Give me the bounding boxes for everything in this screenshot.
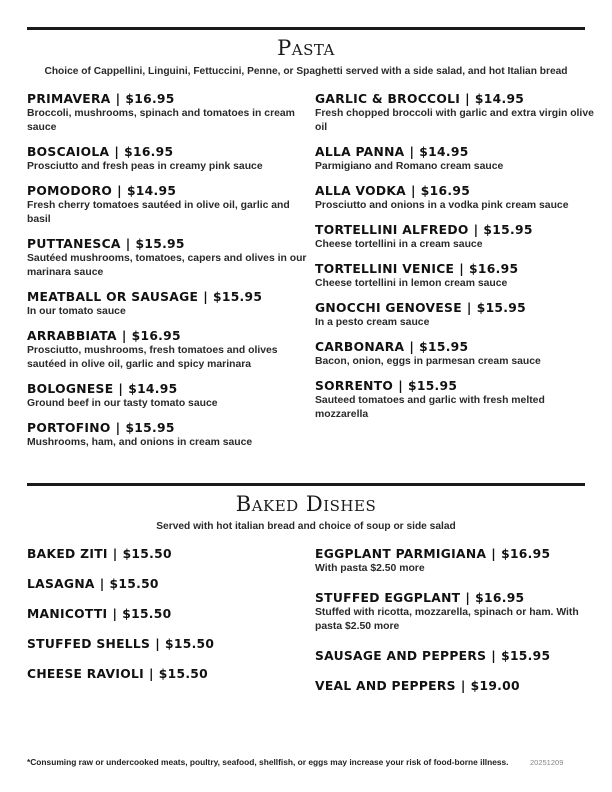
menu-item-name: POMODORO (27, 184, 113, 198)
menu-item-price: $15.95 (419, 340, 469, 354)
menu-item (27, 666, 309, 682)
menu-item (27, 381, 309, 411)
separator: | (99, 577, 105, 591)
menu-item (315, 144, 597, 174)
separator: | (459, 262, 465, 276)
separator: | (115, 92, 121, 106)
menu-item (315, 183, 597, 213)
separator: | (118, 382, 124, 396)
menu-item (27, 606, 309, 622)
menu-item-heading (315, 222, 597, 238)
menu-item-heading (315, 261, 597, 277)
menu-item (27, 328, 309, 372)
menu-item-price: $19.00 (470, 679, 520, 693)
menu-item-heading (315, 678, 597, 694)
menu-item-name: ARRABBIATA (27, 329, 117, 343)
menu-item-price: $15.50 (122, 607, 172, 621)
menu-item-name: ALLA PANNA (315, 145, 405, 159)
menu-item-description: Prosciutto, mushrooms, fresh tomatoes and olives sautéed in olive oil, garlic and spicy marinara (27, 345, 278, 370)
menu-item-heading (27, 546, 309, 562)
menu-item (27, 236, 309, 280)
menu-item-description: With pasta $2.50 more (315, 563, 425, 574)
menu-item-name: PUTTANESCA (27, 237, 121, 251)
menu-item-price: $16.95 (131, 329, 181, 343)
baked-rule (27, 483, 585, 486)
menu-item-name: GARLIC & BROCCOLI (315, 92, 461, 106)
menu-item-heading (315, 339, 597, 355)
menu-item-name: BOSCAIOLA (27, 145, 110, 159)
menu-item-heading (27, 420, 309, 436)
menu-item-price: $15.50 (158, 667, 209, 681)
menu-item-price: $16.95 (420, 184, 471, 198)
menu-item-description: Prosciutto and fresh peas in creamy pink sauce (27, 161, 263, 172)
menu-item-price: $16.95 (475, 591, 525, 605)
top-rule (27, 27, 585, 30)
menu-item-description: Cheese tortellini in lemon cream sauce (315, 278, 508, 289)
menu-item (27, 636, 309, 652)
menu-item-name: CHEESE RAVIOLI (27, 667, 144, 681)
menu-item-name: ALLA VODKA (315, 184, 406, 198)
menu-item-description: Broccoli, mushrooms, spinach and tomatoes in cream sauce (27, 108, 295, 133)
menu-item-name: STUFFED EGGPLANT (315, 591, 461, 605)
menu-item-heading (27, 236, 309, 252)
menu-item-price: $15.50 (122, 547, 172, 561)
menu-item-price: $14.95 (419, 145, 469, 159)
separator: | (115, 421, 121, 435)
baked-left-column (27, 546, 309, 696)
separator: | (121, 329, 127, 343)
menu-item-price: $14.95 (474, 92, 525, 106)
menu-item (27, 576, 309, 592)
separator: | (465, 92, 470, 106)
menu-version-code: 20251209 (530, 758, 564, 767)
menu-item-heading (315, 648, 597, 664)
menu-item (27, 289, 309, 319)
menu-item-price: $15.95 (407, 379, 458, 393)
separator: | (203, 290, 208, 304)
menu-item-price: $15.50 (165, 637, 215, 651)
menu-item-price: $15.50 (109, 577, 159, 591)
menu-item-price: $15.95 (125, 421, 175, 435)
menu-item-price: $16.95 (469, 262, 519, 276)
menu-item-description: Sauteed tomatoes and garlic with fresh melted mozzarella (315, 395, 545, 420)
menu-item-name: TORTELLINI VENICE (315, 262, 455, 276)
menu-item-description: Cheese tortellini in a cream sauce (315, 239, 483, 250)
menu-item-name: BOLOGNESE (27, 382, 114, 396)
baked-title: Baked Dishes (235, 492, 377, 516)
menu-item (27, 420, 309, 450)
separator: | (473, 223, 479, 237)
menu-item (315, 300, 597, 330)
menu-item (27, 144, 309, 174)
menu-item-name: PORTOFINO (27, 421, 111, 435)
separator: | (148, 667, 154, 681)
menu-item-heading (315, 300, 597, 316)
separator: | (491, 547, 497, 561)
menu-item (315, 91, 597, 135)
menu-item-name: TORTELLINI ALFREDO (315, 223, 469, 237)
menu-item (27, 91, 309, 135)
separator: | (491, 649, 497, 663)
menu-item (315, 678, 597, 694)
menu-item-heading (27, 183, 309, 199)
menu-item-description: Prosciutto and onions in a vodka pink cream sauce (315, 200, 569, 211)
separator: | (409, 145, 415, 159)
menu-item-heading (27, 606, 309, 622)
menu-item-description: Bacon, onion, eggs in parmesan cream sauce (315, 356, 541, 367)
menu-item-heading (27, 144, 309, 160)
menu-item-heading (315, 91, 597, 107)
pasta-right-column (315, 91, 597, 431)
menu-item-heading (27, 289, 309, 305)
separator: | (398, 379, 403, 393)
menu-item-name: PRIMAVERA (27, 92, 111, 106)
menu-item-description: Fresh chopped broccoli with garlic and extra virgin olive oil (315, 108, 594, 133)
menu-item-price: $16.95 (124, 145, 174, 159)
menu-item-description: Sautéed mushrooms, tomatoes, capers and olives in our marinara sauce (27, 253, 307, 278)
menu-item-price: $15.95 (135, 237, 185, 251)
menu-item-name: GNOCCHI GENOVESE (315, 301, 462, 315)
menu-item (27, 546, 309, 562)
pasta-title: Pasta (277, 36, 335, 60)
menu-item-description: Fresh cherry tomatoes sautéed in olive oil, garlic and basil (27, 200, 290, 225)
menu-item-name: LASAGNA (27, 577, 95, 591)
separator: | (466, 301, 472, 315)
menu-item-price: $14.95 (126, 184, 177, 198)
menu-item-name: MANICOTTI (27, 607, 108, 621)
menu-item-name: BAKED ZITI (27, 547, 108, 561)
menu-item-name: CARBONARA (315, 340, 405, 354)
menu-item-name: VEAL AND PEPPERS (315, 679, 456, 693)
menu-item-description: In our tomato sauce (27, 306, 126, 317)
separator: | (112, 607, 118, 621)
menu-item (315, 339, 597, 369)
menu-item-heading (27, 91, 309, 107)
baked-right-column (315, 546, 597, 708)
menu-item-heading (27, 381, 309, 397)
menu-item-price: $16.95 (501, 547, 551, 561)
separator: | (125, 237, 131, 251)
separator: | (465, 591, 471, 605)
menu-item (315, 648, 597, 664)
menu-item-description: Ground beef in our tasty tomato sauce (27, 398, 218, 409)
menu-item-description: Parmigiano and Romano cream sauce (315, 161, 504, 172)
menu-item-heading (315, 546, 597, 562)
menu-item-price: $14.95 (128, 382, 178, 396)
separator: | (411, 184, 416, 198)
menu-item-name: STUFFED SHELLS (27, 637, 151, 651)
menu-item-price: $15.95 (476, 301, 526, 315)
menu-item-description: Mushrooms, ham, and onions in cream sauce (27, 437, 253, 448)
menu-item-heading (27, 328, 309, 344)
menu-item-description: Stuffed with ricotta, mozzarella, spinach or ham. With pasta $2.50 more (315, 607, 579, 632)
separator: | (117, 184, 122, 198)
menu-item (315, 378, 597, 422)
separator: | (155, 637, 160, 651)
menu-item-heading (27, 666, 309, 682)
separator: | (114, 145, 120, 159)
menu-item-price: $15.95 (212, 290, 263, 304)
menu-item-description: In a pesto cream sauce (315, 317, 430, 328)
menu-item-name: EGGPLANT PARMIGIANA (315, 547, 487, 561)
menu-item-name: SAUSAGE AND PEPPERS (315, 649, 487, 663)
menu-item-heading (315, 144, 597, 160)
menu-item-heading (27, 636, 309, 652)
menu-item-heading (27, 576, 309, 592)
menu-item (315, 261, 597, 291)
menu-item (315, 222, 597, 252)
baked-subtitle: Served with hot italian bread and choice of soup or side salad (156, 521, 456, 532)
menu-item-name: MEATBALL OR SAUSAGE (27, 290, 199, 304)
pasta-subtitle: Choice of Cappellini, Linguini, Fettuccini, Penne, or Spaghetti served with a side salad, and hot Italian bread (44, 66, 568, 77)
menu-item-price: $16.95 (125, 92, 175, 106)
separator: | (112, 547, 118, 561)
food-safety-disclaimer: *Consuming raw or undercooked meats, poultry, seafood, shellfish, or eggs may increase your risk of food-borne illness. (27, 757, 509, 767)
menu-item (27, 183, 309, 227)
menu-item-price: $15.95 (483, 223, 533, 237)
menu-item-heading (315, 183, 597, 199)
menu-item (315, 546, 597, 576)
pasta-left-column (27, 91, 309, 459)
menu-item-price: $15.95 (501, 649, 551, 663)
menu-item-heading (315, 378, 597, 394)
menu-item-name: SORRENTO (315, 379, 394, 393)
separator: | (460, 679, 466, 693)
menu-item-heading (315, 590, 597, 606)
separator: | (409, 340, 415, 354)
menu-item (315, 590, 597, 634)
